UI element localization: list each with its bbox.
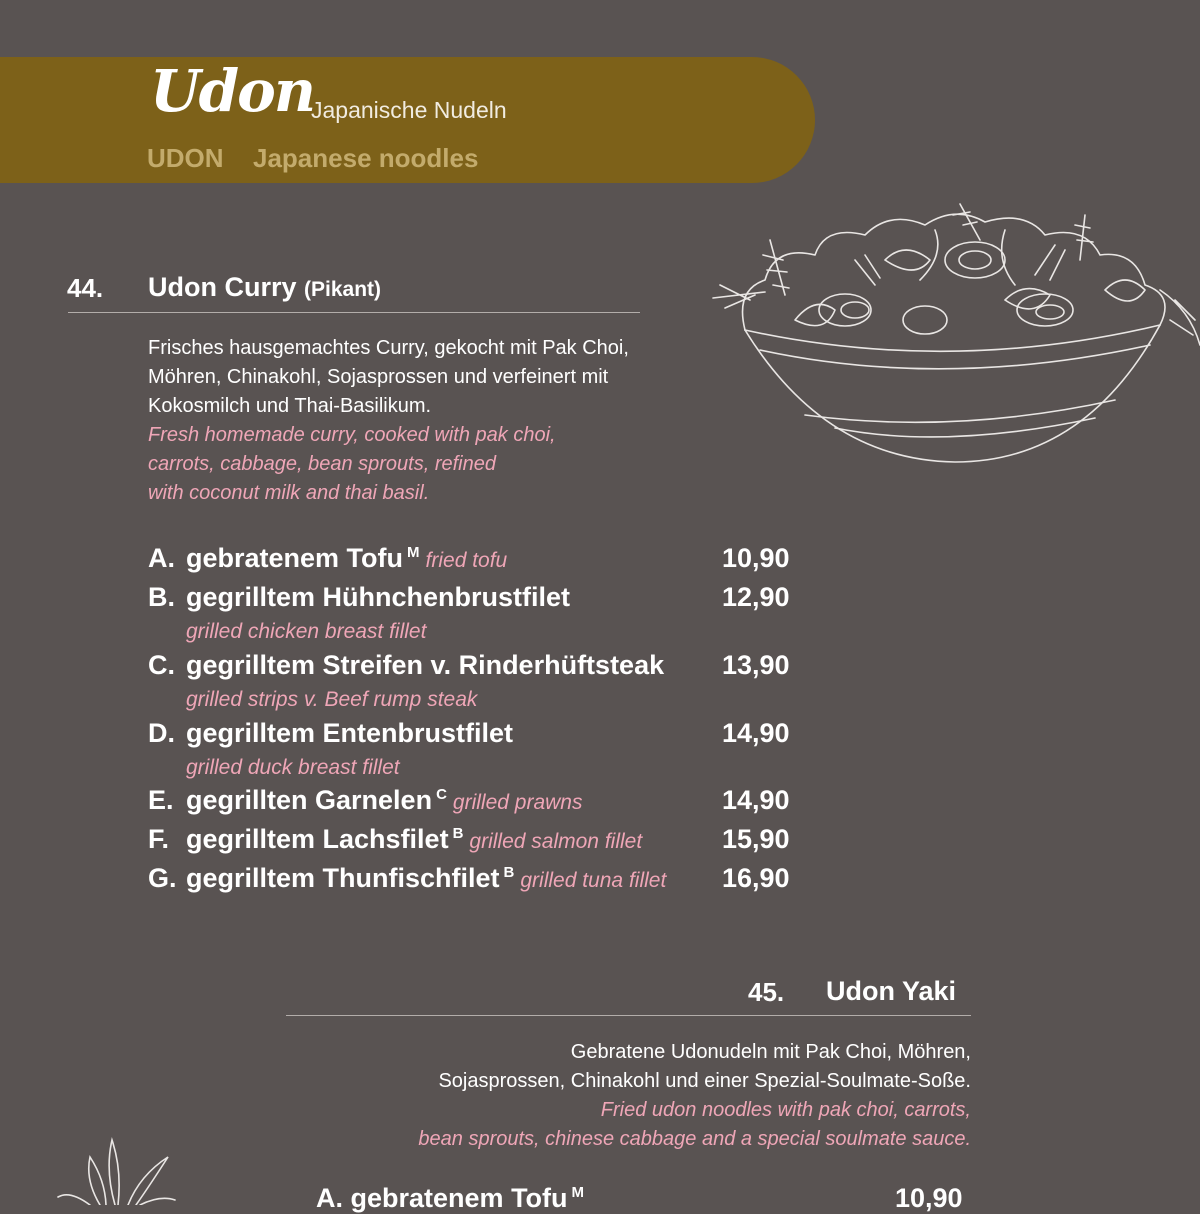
option-price: 13,90 [722, 650, 790, 680]
description-line-de: Kokosmilch und Thai-Basilikum. [148, 395, 432, 417]
option-name: gebratenem Tofu $^M$ fried tofu [186, 543, 508, 573]
option-price: 10,90 [722, 543, 790, 573]
option-name: gegrilltem Entenbrustfilet [186, 718, 514, 748]
option-price: 14,90 [722, 785, 790, 815]
section-title-script: Udon [150, 57, 314, 125]
description-line-de: Sojasprossen, Chinakohl und einer Spezial-Soulmate-Soße. [438, 1070, 971, 1092]
option-price: 15,90 [722, 824, 790, 854]
dish-description [148, 334, 629, 508]
option-letter: D. [148, 718, 175, 748]
dish-number: 45. [748, 977, 785, 1007]
option-name: gegrilltem Streifen v. Rinderhüftsteak [186, 650, 665, 680]
option-letter: C. [148, 650, 175, 680]
option-letter: A. [148, 543, 175, 573]
option-name-en: grilled tuna fillet [520, 869, 667, 892]
option-name-en: grilled duck breast fillet [186, 756, 400, 779]
option-name: gegrilltem Thunfischfilet $^B$ grilled tuna fillet [186, 863, 667, 893]
option-name-en: grilled salmon fillet [469, 830, 643, 853]
menu-option [316, 1183, 584, 1214]
dish-name: Udon Curry [148, 272, 297, 302]
option-name-en: grilled chicken breast fillet [186, 620, 427, 643]
allergen-code: B [503, 864, 515, 881]
menu-option [148, 543, 808, 583]
description-line-en: Fresh homemade curry, cooked with pak choi, [148, 424, 556, 446]
plant-illustration [50, 1135, 190, 1205]
option-price: 16,90 [722, 863, 790, 893]
section-subtitle-de: Japanische Nudeln [311, 97, 507, 123]
description-line-en: bean sprouts, chinese cabbage and a special soulmate sauce. [418, 1128, 971, 1150]
divider [68, 312, 640, 313]
dish-title [148, 272, 381, 303]
option-name: gegrilltem Hühnchenbrustfilet [186, 582, 571, 612]
option-name-en: grilled prawns [452, 791, 583, 814]
option-price: 12,90 [722, 582, 790, 612]
option-letter: G. [148, 863, 177, 893]
dish-description [300, 1038, 971, 1154]
description-line-en: Fried udon noodles with pak choi, carrots, [600, 1099, 971, 1121]
option-letter: B. [148, 582, 175, 612]
menu-option [148, 718, 808, 779]
allergen-code: M [571, 1184, 585, 1201]
allergen-code: C [436, 786, 447, 803]
dish-spice-level: (Pikant) [304, 278, 382, 301]
option-name: gegrilltem Lachsfilet $^B$ grilled salmon fillet [186, 824, 643, 854]
dish-number: 44. [67, 273, 104, 303]
option-name: gebratenem Tofu [350, 1183, 568, 1213]
menu-option [148, 582, 808, 643]
option-letter: F. [148, 824, 170, 854]
description-line-de: Möhren, Chinakohl, Sojasprossen und verfeinert mit [148, 366, 609, 388]
menu-option [148, 650, 808, 711]
option-price: 14,90 [722, 718, 790, 748]
menu-option [148, 863, 808, 903]
description-line-de: Gebratene Udonudeln mit Pak Choi, Möhren, [570, 1041, 971, 1063]
option-name: gegrillten Garnelen $^C$ grilled prawns [186, 785, 583, 815]
dish-name: Udon Yaki [826, 976, 957, 1006]
description-line-en: carrots, cabbage, bean sprouts, refined [148, 453, 496, 475]
allergen-code: M [407, 544, 420, 561]
description-line-de: Frisches hausgemachtes Curry, gekocht mit Pak Choi, [148, 337, 629, 359]
divider [286, 1015, 971, 1016]
menu-option [148, 824, 808, 864]
option-name-en: fried tofu [425, 549, 508, 572]
description-line-en: with coconut milk and thai basil. [148, 482, 430, 504]
option-name-en: grilled strips v. Beef rump steak [186, 688, 478, 711]
option-letter: E. [148, 785, 174, 815]
option-letter: A. [316, 1183, 343, 1213]
option-price: 10,90 [895, 1183, 963, 1213]
menu-option [148, 785, 808, 825]
salad-bowl-illustration [705, 200, 1200, 470]
section-subtitle-en: Japanese noodles [253, 143, 479, 173]
section-title-en: UDON [147, 143, 224, 173]
allergen-code: B [452, 825, 464, 842]
